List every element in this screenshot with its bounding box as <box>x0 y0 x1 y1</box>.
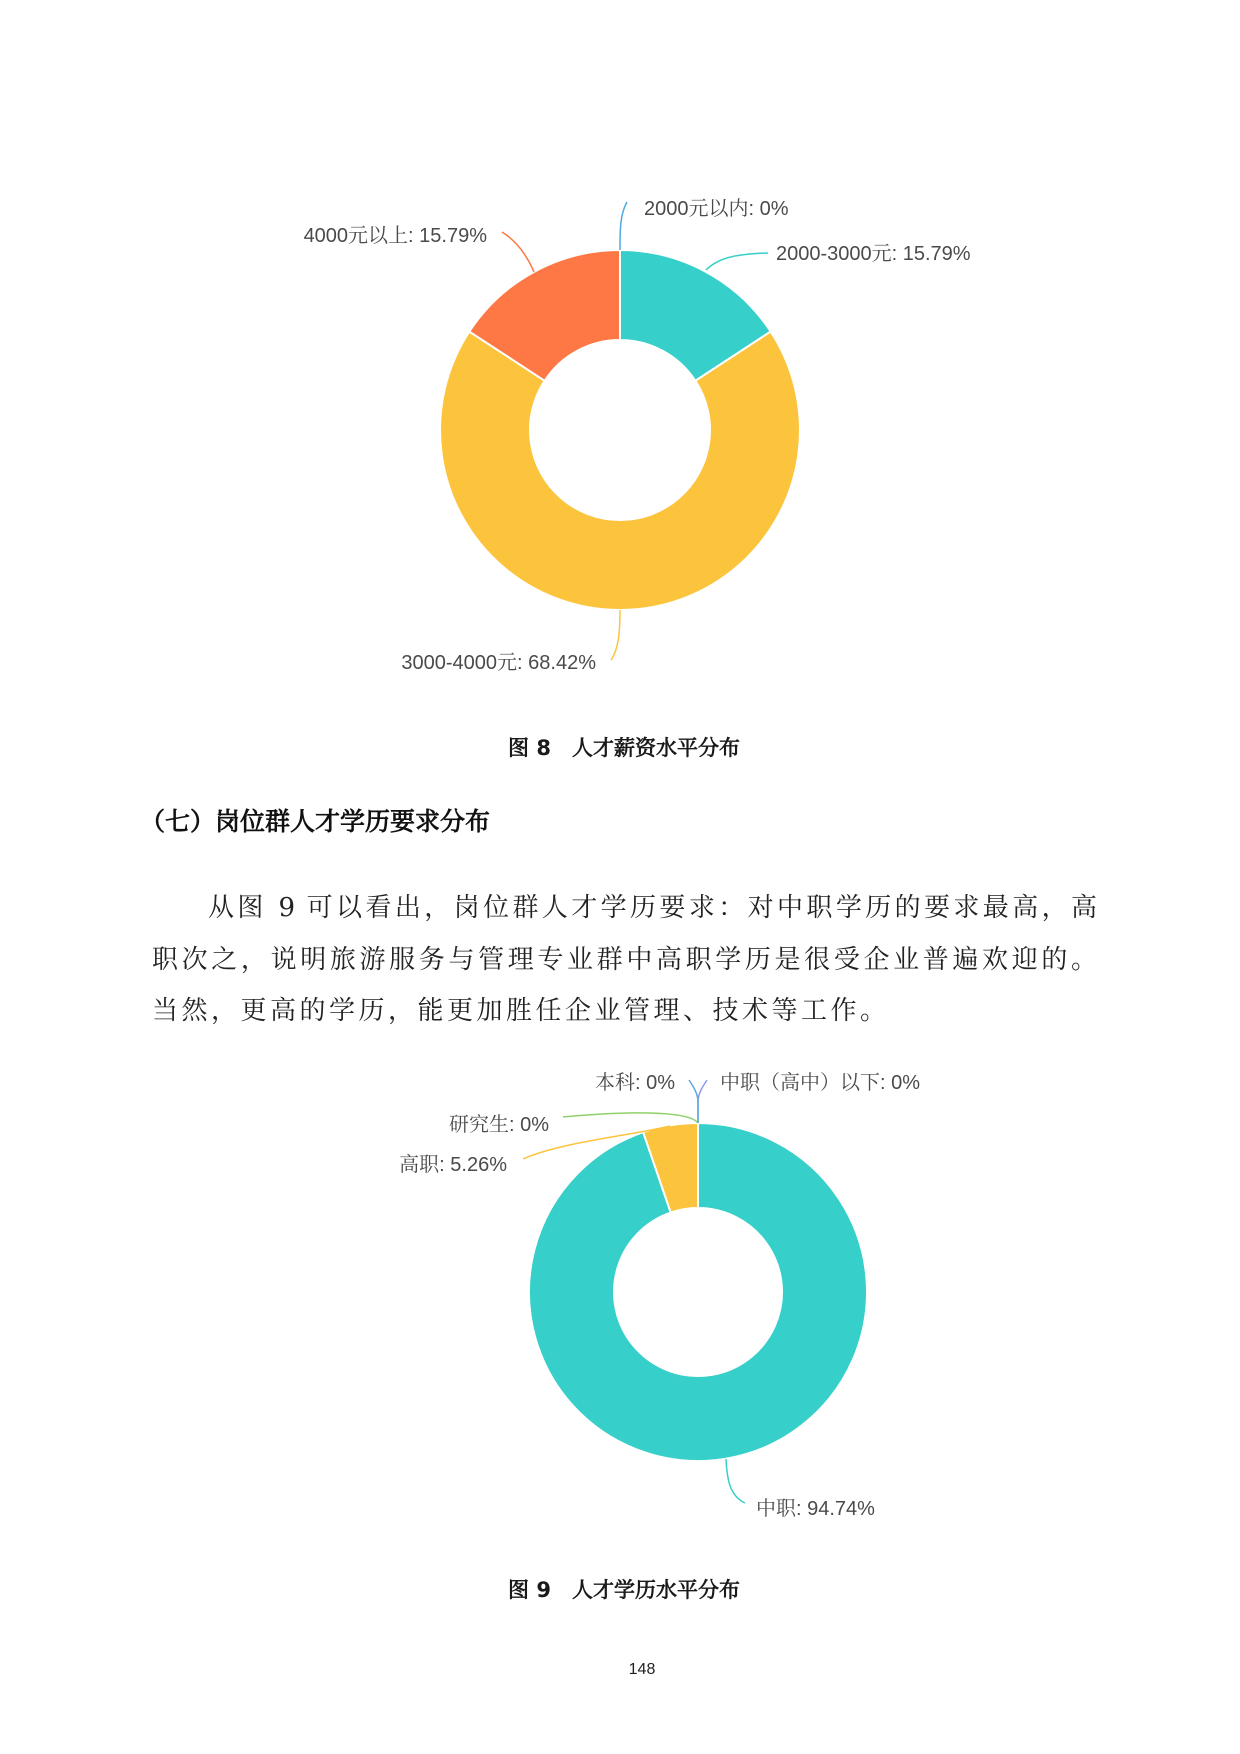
salary-label-line-3 <box>502 232 534 272</box>
education-label-line-0 <box>698 1080 707 1123</box>
salary-label-1: 2000-3000元: 15.79% <box>776 243 971 265</box>
education-label-line-4 <box>689 1080 698 1123</box>
education-label-line-3 <box>563 1113 698 1123</box>
figure-8-caption: 图 8 人才薪资水平分布 <box>508 736 740 760</box>
salary-label-2: 3000-4000元: 68.42% <box>401 652 596 674</box>
education-label-1: 中职: 94.74% <box>756 1498 875 1520</box>
salary-slice-2 <box>440 332 800 610</box>
figure-9-caption: 图 9 人才学历水平分布 <box>508 1578 740 1602</box>
education-label-3: 研究生: 0% <box>448 1114 549 1136</box>
paragraph-line-1: 从图 9 可以看出，岗位群人才学历要求：对中职学历的要求最高，高 <box>208 893 1097 923</box>
paragraph-line-3: 当然，更高的学历，能更加胜任企业管理、技术等工作。 <box>152 996 890 1026</box>
salary-label-line-1 <box>706 253 768 270</box>
salary-label-0: 2000元以内: 0% <box>644 198 789 220</box>
education-label-4: 本科: 0% <box>594 1072 675 1094</box>
page-number: 148 <box>628 1661 656 1678</box>
paragraph-line-2: 职次之，说明旅游服务与管理专业群中高职学历是很受企业普遍欢迎的。 <box>152 945 1097 975</box>
education-label-2: 高职: 5.26% <box>399 1154 507 1176</box>
salary-label-3: 4000元以上: 15.79% <box>303 225 487 247</box>
salary-slices <box>440 250 800 610</box>
salary-label-line-2 <box>611 610 620 660</box>
salary-label-line-0 <box>620 202 627 250</box>
section-heading: （七）岗位群人才学历要求分布 <box>140 807 491 836</box>
education-donut-chart <box>0 1040 1240 1540</box>
education-slices <box>529 1123 867 1461</box>
salary-donut-chart <box>0 180 1240 700</box>
education-label-line-1 <box>726 1459 745 1503</box>
education-label-0: 中职（高中）以下: 0% <box>720 1072 921 1094</box>
